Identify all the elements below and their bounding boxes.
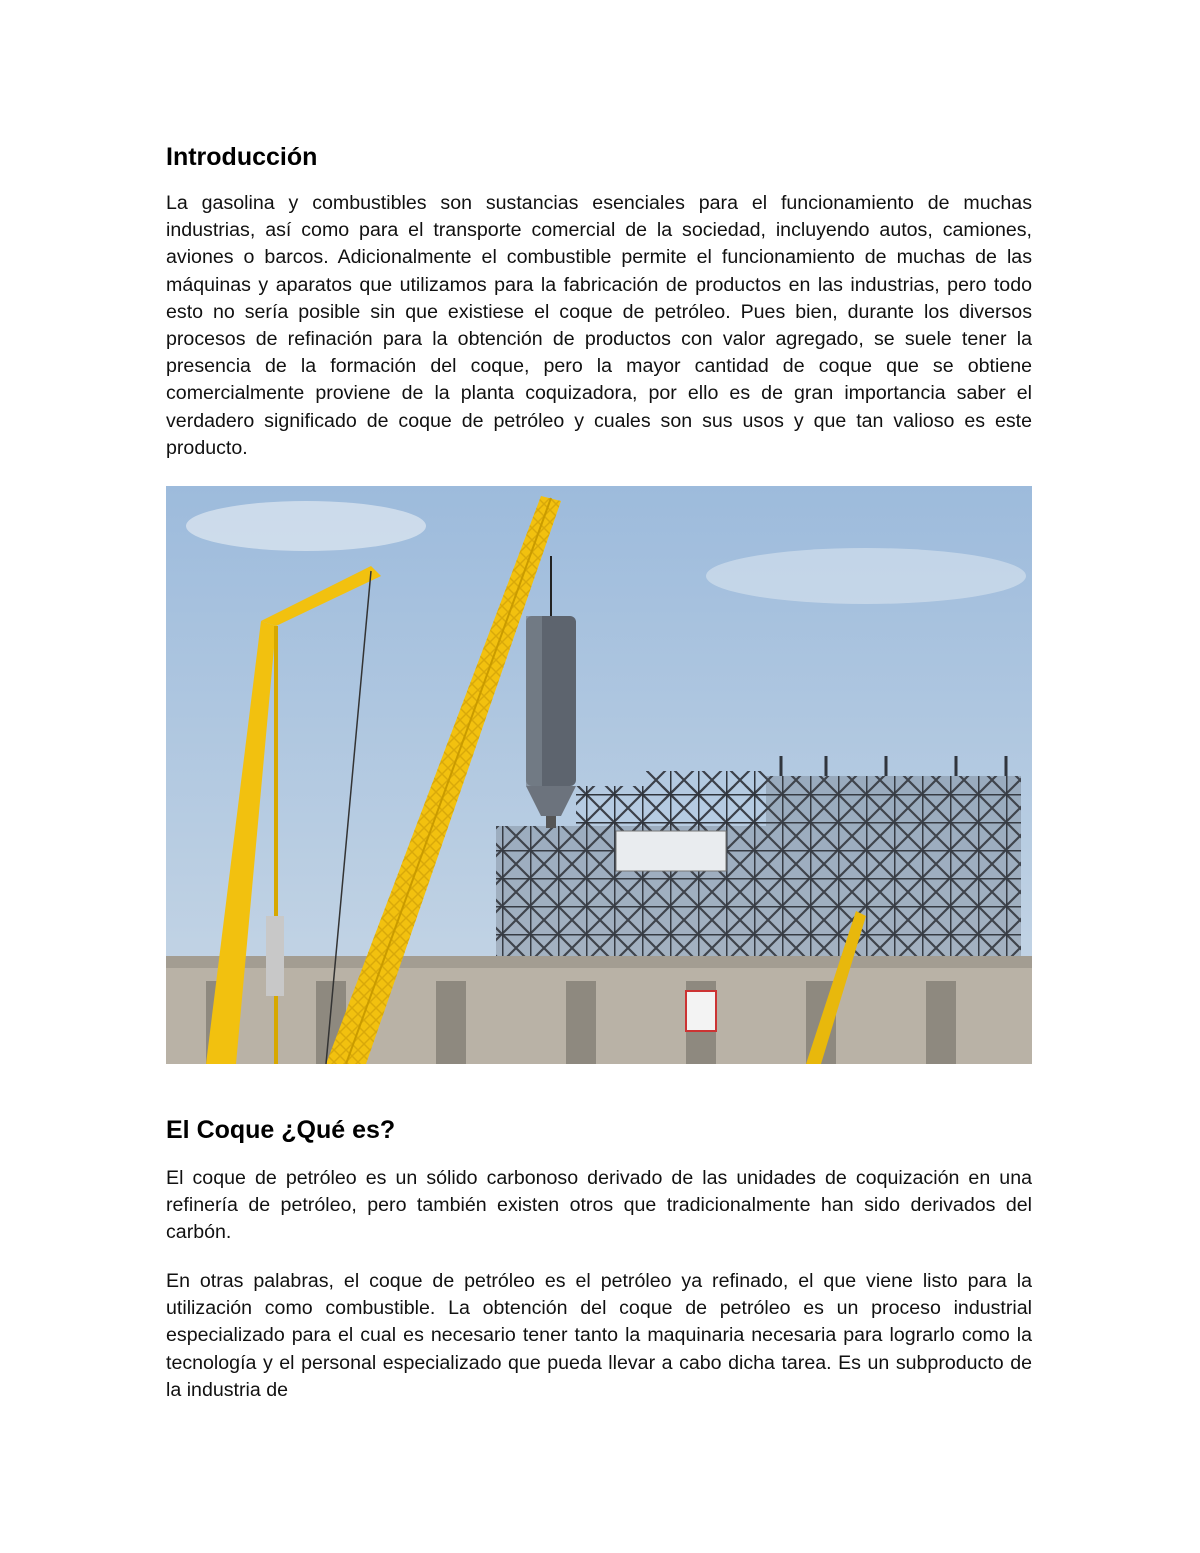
- concrete-base: [166, 956, 1032, 1064]
- coque-paragraph-1: El coque de petróleo es un sólido carbonoso derivado de las unidades de coquización en una refinería de petróleo, pero también existen otros que tradicionalmente han sido derivados del carbón.: [166, 1167, 1032, 1244]
- coker-plant-photo: [166, 486, 1032, 1064]
- intro-paragraph: La gasolina y combustibles son sustancias esenciales para el funcionamiento de muchas industrias, así como para el transporte comercial de la sociedad, incluyendo autos, camiones, aviones o barcos. Adicionalmente el combustible permite el funcionamiento de muchas de las máquinas y aparatos que utilizamos para la fabricación de productos en las industrias, pero todo esto no sería posible sin que existiese el coque de petróleo. Pues bien, durante los diversos procesos de refinación para la obtención de productos con valor agregado, se suele tener la presencia de la formación del coque, pero la mayor cantidad de coque que se obtiene comercialmente proviene de la planta coquizadora, por ello es de gran importancia saber el verdadero significado de coque de petróleo y cuales son sus usos y que tan valioso es este producto.: [166, 192, 1032, 459]
- heading-el-coque: El Coque ¿Qué es?: [166, 1116, 396, 1144]
- heading-introduccion: Introducción: [166, 143, 318, 171]
- coque-paragraph-2: En otras palabras, el coque de petróleo es el petróleo ya refinado, el que viene listo para la utilización como combustible. La obtención del coque de petróleo es un proceso industrial especializado para el cual es necesario tener tanto la maquinaria necesaria para lograrlo como la tecnología y el personal especializado que pueda llevar a cabo dicha tarea. Es un subproducto de la industria de: [166, 1270, 1032, 1401]
